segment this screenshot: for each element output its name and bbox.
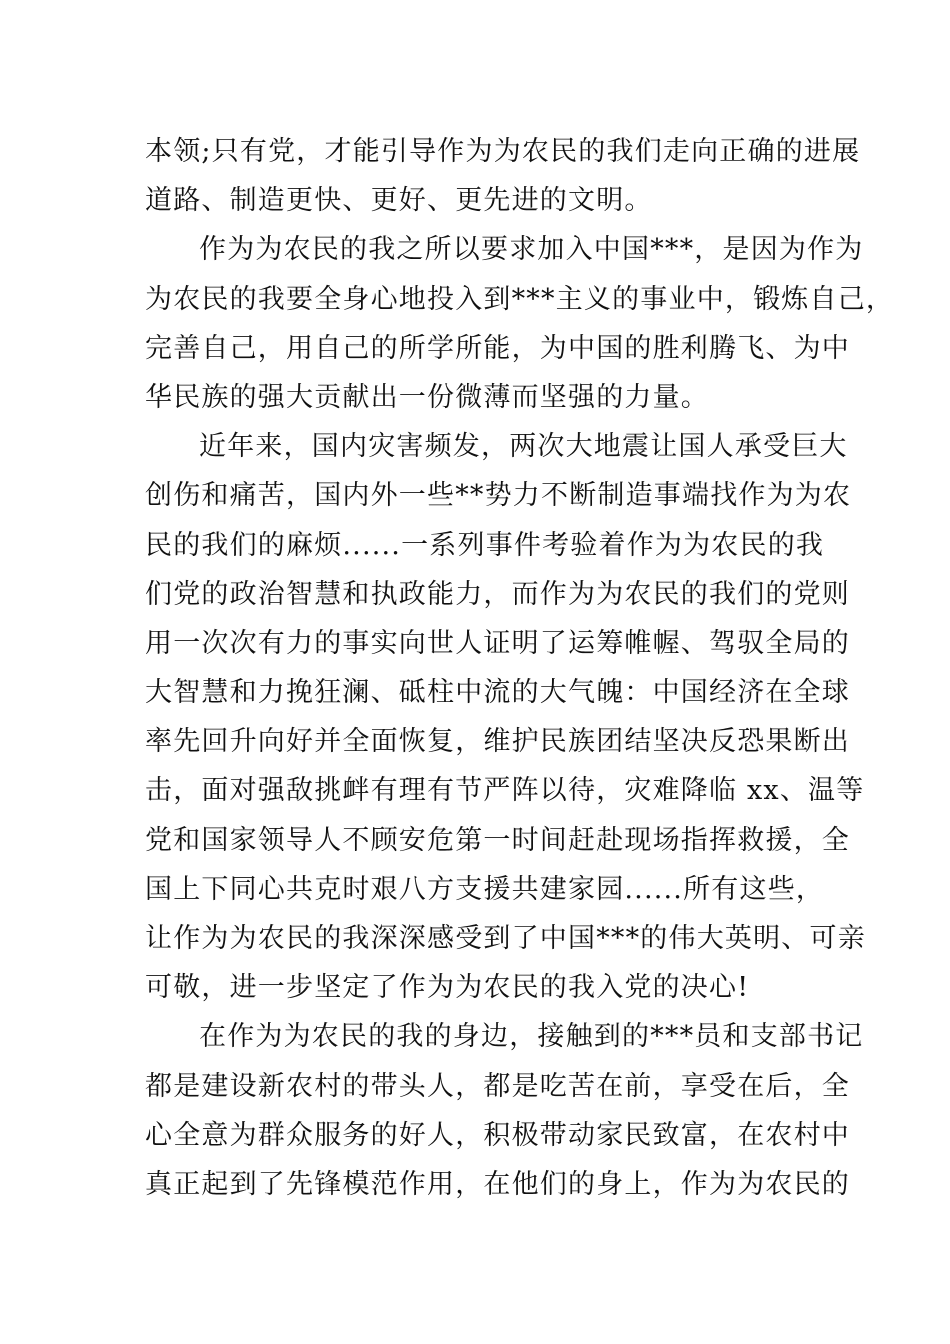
text-line: 民的我们的麻烦......一系列事件考验着作为为农民的我 [145, 529, 825, 561]
text-line: 国上下同心共克时艰八方支援共建家园......所有这些， [145, 873, 825, 905]
text-line: 率先回升向好并全面恢复，维护民族团结坚决反恐果断出 [145, 726, 850, 758]
text-line: 党和国家领导人不顾安危第一时间赶赴现场指挥救援，全 [145, 824, 850, 856]
text-line: 心全意为群众服务的好人，积极带动家民致富，在农村中 [145, 1119, 850, 1151]
text-line: 本领;只有党，才能引导作为为农民的我们走向正确的进展 [145, 136, 861, 167]
text-line: 华民族的强大贡献出一份微薄而坚强的力量。 [145, 381, 709, 413]
text-line: 们党的政治智慧和执政能力，而作为为农民的我们的党则 [145, 578, 850, 610]
text-line: 真正起到了先锋模范作用，在他们的身上，作为为农民的 [145, 1168, 850, 1200]
text-line: 道路、制造更快、更好、更先进的文明。 [145, 185, 653, 217]
text-line: 可敬，进一步坚定了作为为农民的我入党的决心! [145, 972, 750, 1004]
text-line: 为农民的我要全身心地投入到***主义的事业中，锻炼自己， [145, 283, 895, 315]
paragraph-start-line: 作为为农民的我之所以要求加入中国***，是因为作为 [199, 234, 864, 266]
paragraph-start-line: 近年来，国内灾害频发，两次大地震让国人承受巨大 [199, 431, 848, 463]
text-line: 创伤和痛苦，国内外一些**势力不断制造事端找作为为农 [145, 480, 852, 512]
text-line: 完善自己，用自己的所学所能，为中国的胜利腾飞、为中 [145, 332, 850, 364]
text-line: 让作为为农民的我深深感受到了中国***的伟大英明、可亲 [145, 923, 866, 954]
paragraph-start-line: 在作为为农民的我的身边，接触到的***员和支部书记 [199, 1021, 864, 1053]
text-line: 都是建设新农村的带头人，都是吃苦在前，享受在后，全 [145, 1070, 850, 1102]
text-line: 用一次次有力的事实向世人证明了运筹帷幄、驾驭全局的 [145, 627, 850, 659]
text-line: 击，面对强敌挑衅有理有节严阵以待，灾难降临 xx、温等 [145, 775, 865, 807]
document-body [145, 127, 895, 1209]
text-line: 大智慧和力挽狂澜、砥柱中流的大气魄：中国经济在全球 [145, 677, 850, 709]
